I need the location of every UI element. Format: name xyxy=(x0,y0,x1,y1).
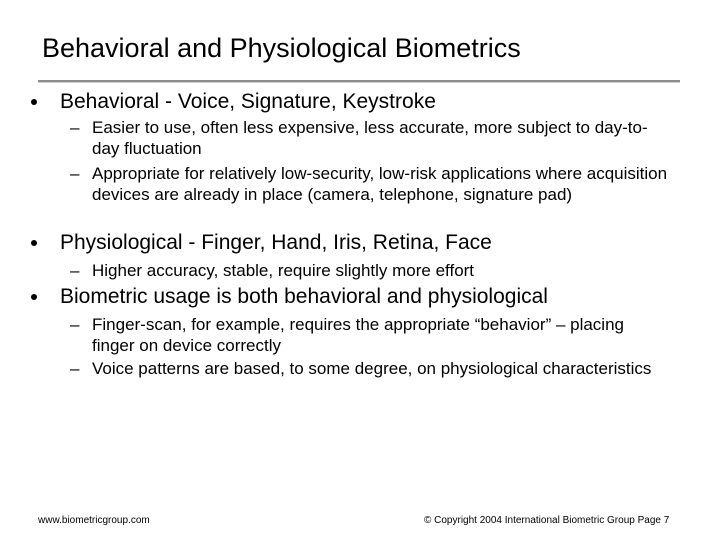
bullet-icon xyxy=(31,294,37,300)
bullet-icon xyxy=(31,240,37,246)
sub-bullet-text: Appropriate for relatively low-security, low-risk applications where acquisition devices are already in place (camera, telephone, signature pad) xyxy=(92,164,668,204)
sub-bullet-physiological-1 xyxy=(70,260,670,281)
bullet-behavioral: Behavioral - Voice, Signature, Keystroke xyxy=(60,90,436,113)
dash-icon: – xyxy=(70,118,80,137)
sub-bullet-text: Easier to use, often less expensive, less accurate, more subject to day-to-day fluctuation xyxy=(92,118,648,158)
dash-icon: – xyxy=(70,359,80,378)
sub-bullet-behavioral-1 xyxy=(70,117,670,159)
dash-icon: – xyxy=(70,261,80,280)
footer-copyright: © Copyright 2004 International Biometric Group Page 7 xyxy=(424,515,670,526)
bullet-biometric-usage: Biometric usage is both behavioral and physiological xyxy=(60,285,548,308)
footer-website: www.biometricgroup.com xyxy=(38,515,150,526)
sub-bullet-behavioral-2 xyxy=(70,163,670,205)
bullet-icon xyxy=(31,99,37,105)
sub-bullet-text: Finger-scan, for example, requires the appropriate “behavior” – placing finger on device correctly xyxy=(92,315,624,355)
dash-icon: – xyxy=(70,315,80,334)
dash-icon: – xyxy=(70,164,80,183)
sub-bullet-usage-1 xyxy=(70,314,670,356)
sub-bullet-text: Voice patterns are based, to some degree, on physiological characteristics xyxy=(92,359,652,378)
slide-title: Behavioral and Physiological Biometrics xyxy=(42,33,521,63)
sub-bullet-usage-2 xyxy=(70,358,670,379)
title-divider xyxy=(38,80,680,82)
sub-bullet-text: Higher accuracy, stable, require slightly more effort xyxy=(92,261,475,280)
bullet-physiological: Physiological - Finger, Hand, Iris, Retina, Face xyxy=(60,231,492,254)
